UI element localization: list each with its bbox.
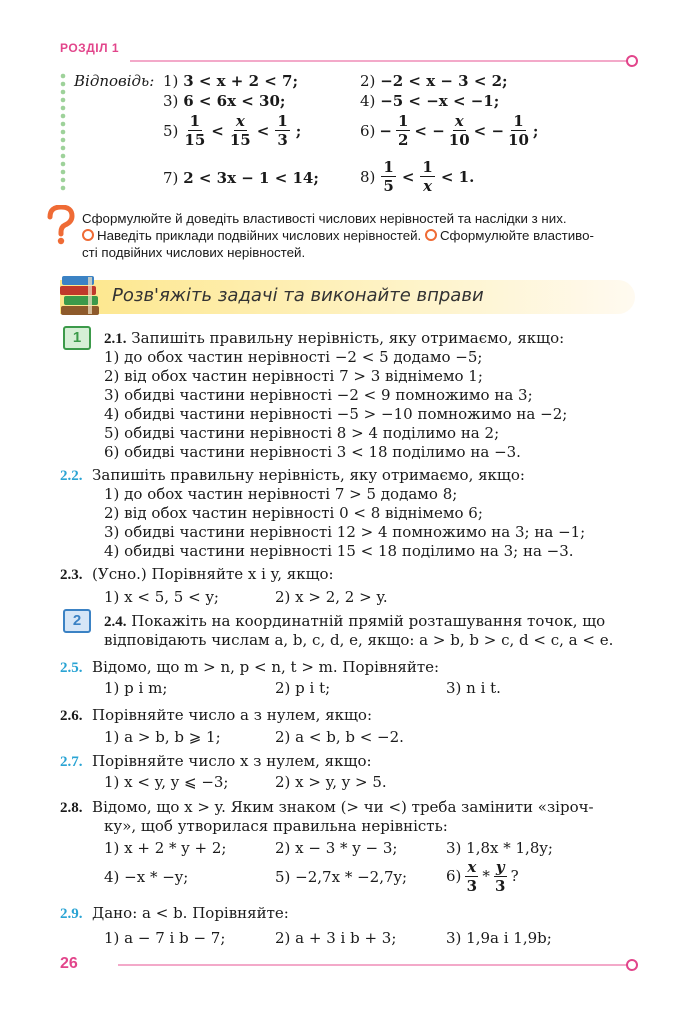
level-2-badge: 2 [63, 609, 91, 633]
task-2-3-a: 1) x < 5, 5 < y; [104, 588, 219, 606]
task-2-3: 2.3. (Усно.) Порівняйте x і y, якщо: [60, 565, 334, 583]
section-label: РОЗДІЛ 1 [60, 41, 120, 55]
fraction: $\frac{x}{10}$ [448, 112, 470, 149]
task-2-7-b: 2) x > y, y > 5. [275, 773, 387, 791]
task-2-4: 2.4. Покажіть на координатній прямій розташування точок, що [104, 612, 606, 630]
question-icon [44, 205, 78, 249]
question-line: Сформулюйте й доведіть властивості числових нерівностей та наслідки з них. [82, 211, 567, 226]
fraction: $\frac{x}{15}$ [229, 112, 251, 149]
fraction: $\frac{1}{15}$ [184, 112, 206, 149]
task-2-8-e: 5) −2,7x * −2,7y; [275, 868, 408, 886]
fraction: $\frac{1}{10}$ [508, 112, 529, 149]
task-2-7-a: 1) x < y, y ⩽ −3; [104, 773, 229, 791]
fraction: $\frac{1}{2}$ [397, 112, 409, 149]
bullet-circle-icon [82, 229, 94, 241]
task-2-9: 2.9. Дано: a < b. Порівняйте: [60, 904, 289, 922]
task-2-1-item: 1) до обох частин нерівності −2 < 5 додамо −5; [104, 348, 483, 366]
task-2-6-a: 1) a > b, b ⩾ 1; [104, 728, 221, 746]
level-1-badge: 1 [63, 326, 91, 350]
task-2-9-c: 3) 1,9a і 1,9b; [446, 929, 552, 947]
fraction: $\frac{1}{x}$ [422, 158, 433, 195]
answer-item-3: 3) 6 < 6x < 30; [163, 92, 286, 110]
task-2-6: 2.6. Порівняйте число a з нулем, якщо: [60, 706, 373, 724]
task-2-2-item: 1) до обох частин нерівності 7 > 5 додамо 8; [104, 485, 458, 503]
task-2-5-b: 2) p і t; [275, 679, 331, 697]
task-2-8-a: 1) x + 2 * y + 2; [104, 839, 227, 857]
answer-item-6: 6) − $\frac{1}{2}$ < − $\frac{x}{10}$ < − $\frac{1}{10}$ ; [360, 112, 539, 149]
header-rule [130, 60, 627, 62]
task-2-8-line2: ку», щоб утворилася правильна нерівність: [104, 817, 448, 835]
task-2-5-a: 1) p і m; [104, 679, 168, 697]
page-number: 26 [60, 955, 78, 972]
fraction: $\frac{x}{3}$ [466, 858, 478, 895]
task-2-9-a: 1) a − 7 і b − 7; [104, 929, 226, 947]
answer-item-1: 1) 3 < x + 2 < 7; [163, 72, 299, 90]
footer-rule [118, 964, 627, 966]
question-line: сті подвійних числових нерівностей. [82, 245, 306, 260]
answer-label: Відповідь: [74, 72, 155, 90]
task-2-8-c: 3) 1,8x * 1,8y; [446, 839, 553, 857]
task-2-2: 2.2. Запишіть правильну нерівність, яку отримаємо, якщо: [60, 466, 525, 484]
answer-item-2: 2) −2 < x − 3 < 2; [360, 72, 508, 90]
answer-dots [60, 72, 66, 192]
books-icon [58, 272, 104, 322]
answer-item-5: 5) $\frac{1}{15}$ < $\frac{x}{15}$ < $\frac{1}{3}$ ; [163, 112, 302, 149]
task-2-1-item: 4) обидві частини нерівності −5 > −10 помножимо на −2; [104, 405, 568, 423]
question-line: Наведіть приклади подвійних числових нерівностей. Сформулюйте властиво- [82, 227, 642, 244]
task-2-7: 2.7. Порівняйте число x з нулем, якщо: [60, 752, 372, 770]
fraction: $\frac{1}{3}$ [277, 112, 288, 149]
answer-item-8: 8) $\frac{1}{5}$ < $\frac{1}{x}$ < 1. [360, 158, 475, 195]
task-2-8-b: 2) x − 3 * y − 3; [275, 839, 398, 857]
task-2-1-item: 2) від обох частин нерівності 7 > 3 віднімемо 1; [104, 367, 483, 385]
task-2-2-item: 3) обидві частини нерівності 12 > 4 помножимо на 3; на −1; [104, 523, 586, 541]
banner-title: Розв'яжіть задачі та виконайте вправи [112, 285, 484, 306]
task-2-5: 2.5. Відомо, що m > n, p < n, t > m. Порівняйте: [60, 658, 440, 676]
task-2-1-item: 6) обидві частини нерівності 3 < 18 поділимо на −3. [104, 443, 521, 461]
task-2-8-d: 4) −x * −y; [104, 868, 189, 886]
bullet-circle-icon [425, 229, 437, 241]
task-2-4-line2: відповідають числам a, b, c, d, e, якщо: a > b, b > c, d < c, a < e. [104, 631, 614, 649]
review-questions [82, 210, 642, 261]
task-2-5-c: 3) n і t. [446, 679, 501, 697]
task-2-1: 2.1. Запишіть правильну нерівність, яку отримаємо, якщо: [104, 329, 565, 347]
task-2-3-b: 2) x > 2, 2 > y. [275, 588, 388, 606]
answer-item-4: 4) −5 < −x < −1; [360, 92, 500, 110]
task-2-1-item: 3) обидві частини нерівності −2 < 9 помножимо на 3; [104, 386, 533, 404]
task-2-8-f: 6) $\frac{x}{3}$ * $\frac{y}{3}$ ? [446, 858, 519, 895]
task-2-2-item: 4) обидві частини нерівності 15 < 18 поділимо на 3; на −3. [104, 542, 574, 560]
footer-rule-circle [626, 959, 638, 971]
fraction: $\frac{1}{5}$ [383, 158, 394, 195]
answer-item-7: 7) 2 < 3x − 1 < 14; [163, 169, 319, 187]
task-2-2-item: 2) від обох частин нерівності 0 < 8 віднімемо 6; [104, 504, 483, 522]
task-2-6-b: 2) a < b, b < −2. [275, 728, 404, 746]
fraction: $\frac{y}{3}$ [495, 858, 506, 895]
header-rule-circle [626, 55, 638, 67]
task-2-9-b: 2) a + 3 і b + 3; [275, 929, 397, 947]
task-2-1-item: 5) обидві частини нерівності 8 > 4 поділимо на 2; [104, 424, 500, 442]
task-2-8: 2.8. Відомо, що x > y. Яким знаком (> чи <) треба замінити «зіроч- [60, 798, 594, 816]
